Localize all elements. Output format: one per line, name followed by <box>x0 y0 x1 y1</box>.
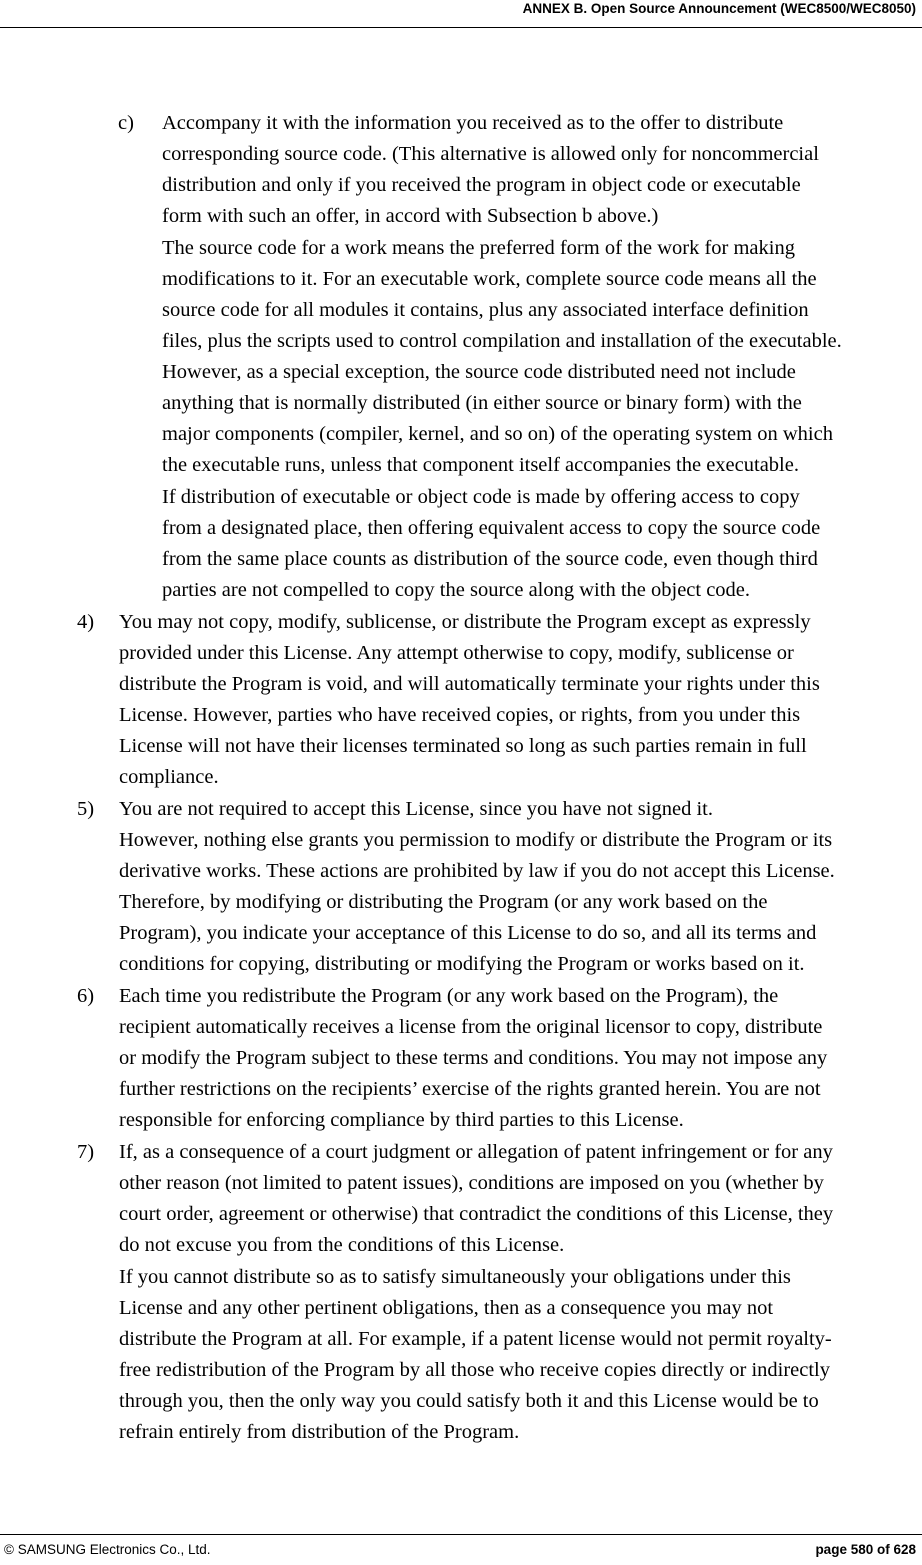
header-title: ANNEX B. Open Source Announcement (WEC8500/WEC8050) <box>522 1 916 16</box>
footer-divider <box>0 1534 922 1535</box>
list-marker: 6) <box>77 985 95 1007</box>
paragraph-line: License. However, parties who have received copies, or rights, from you under this <box>119 704 801 726</box>
footer-page-number: page 580 of 628 <box>815 1542 916 1557</box>
paragraph-line: form with such an offer, in accord with Subsection b above.) <box>162 205 659 227</box>
paragraph-line: refrain entirely from distribution of the Program. <box>119 1421 520 1443</box>
paragraph-line: free redistribution of the Program by all those who receive copies directly or indirectly <box>119 1359 831 1381</box>
paragraph-line: through you, then the only way you could satisfy both it and this License would be to <box>119 1390 819 1412</box>
paragraph-line: further restrictions on the recipients’ exercise of the rights granted herein. You are not <box>119 1078 821 1100</box>
paragraph-line: source code for all modules it contains, plus any associated interface definition <box>162 299 809 321</box>
paragraph-line: If you cannot distribute so as to satisfy simultaneously your obligations under this <box>119 1266 791 1288</box>
paragraph-line: distribute the Program at all. For example, if a patent license would not permit royalty- <box>119 1328 832 1350</box>
paragraph-line: You are not required to accept this License, since you have not signed it. <box>119 798 713 820</box>
paragraph-line: other reason (not limited to patent issues), conditions are imposed on you (whether by <box>119 1172 824 1194</box>
list-marker: c) <box>118 112 134 134</box>
paragraph-line: The source code for a work means the preferred form of the work for making <box>162 237 795 259</box>
paragraph-line: If, as a consequence of a court judgment or allegation of patent infringement or for any <box>119 1141 833 1163</box>
paragraph-line: You may not copy, modify, sublicense, or distribute the Program except as expressly <box>119 611 811 633</box>
paragraph-line: anything that is normally distributed (in either source or binary form) with the <box>162 392 802 414</box>
paragraph-line: License will not have their licenses terminated so long as such parties remain in full <box>119 735 807 757</box>
paragraph-line: corresponding source code. (This alternative is allowed only for noncommercial <box>162 143 819 165</box>
list-marker: 5) <box>77 798 95 820</box>
paragraph-line: compliance. <box>119 766 219 788</box>
paragraph-line: distribute the Program is void, and will automatically terminate your rights under this <box>119 673 820 695</box>
paragraph-line: Accompany it with the information you received as to the offer to distribute <box>162 112 784 134</box>
paragraph-line: files, plus the scripts used to control compilation and installation of the executable. <box>162 330 842 352</box>
paragraph-line: responsible for enforcing compliance by third parties to this License. <box>119 1109 684 1131</box>
paragraph-line: Program), you indicate your acceptance of this License to do so, and all its terms and <box>119 922 817 944</box>
paragraph-line: If distribution of executable or object code is made by offering access to copy <box>162 486 800 508</box>
paragraph-line: recipient automatically receives a license from the original licensor to copy, distribute <box>119 1016 823 1038</box>
paragraph-line: from a designated place, then offering equivalent access to copy the source code <box>162 517 821 539</box>
paragraph-line: Each time you redistribute the Program (or any work based on the Program), the <box>119 985 779 1007</box>
paragraph-line: major components (compiler, kernel, and so on) of the operating system on which <box>162 423 833 445</box>
header-divider <box>0 27 922 28</box>
paragraph-line: distribution and only if you received the program in object code or executable <box>162 174 801 196</box>
paragraph-line: the executable runs, unless that component itself accompanies the executable. <box>162 454 799 476</box>
list-marker: 7) <box>77 1141 95 1163</box>
paragraph-line: conditions for copying, distributing or modifying the Program or works based on it. <box>119 953 805 975</box>
paragraph-line: However, nothing else grants you permission to modify or distribute the Program or its <box>119 829 833 851</box>
footer-copyright: © SAMSUNG Electronics Co., Ltd. <box>4 1542 211 1557</box>
paragraph-line: from the same place counts as distribution of the source code, even though third <box>162 548 818 570</box>
paragraph-line: derivative works. These actions are prohibited by law if you do not accept this License. <box>119 860 835 882</box>
paragraph-line: court order, agreement or otherwise) that contradict the conditions of this License, they <box>119 1203 834 1225</box>
list-marker: 4) <box>77 611 95 633</box>
paragraph-line: Therefore, by modifying or distributing the Program (or any work based on the <box>119 891 768 913</box>
paragraph-line: License and any other pertinent obligations, then as a consequence you may not <box>119 1297 774 1319</box>
paragraph-line: modifications to it. For an executable work, complete source code means all the <box>162 268 817 290</box>
paragraph-line: provided under this License. Any attempt otherwise to copy, modify, sublicense or <box>119 642 794 664</box>
paragraph-line: parties are not compelled to copy the source along with the object code. <box>162 579 751 601</box>
paragraph-line: do not excuse you from the conditions of this License. <box>119 1234 565 1256</box>
paragraph-line: However, as a special exception, the source code distributed need not include <box>162 361 796 383</box>
paragraph-line: or modify the Program subject to these terms and conditions. You may not impose any <box>119 1047 828 1069</box>
